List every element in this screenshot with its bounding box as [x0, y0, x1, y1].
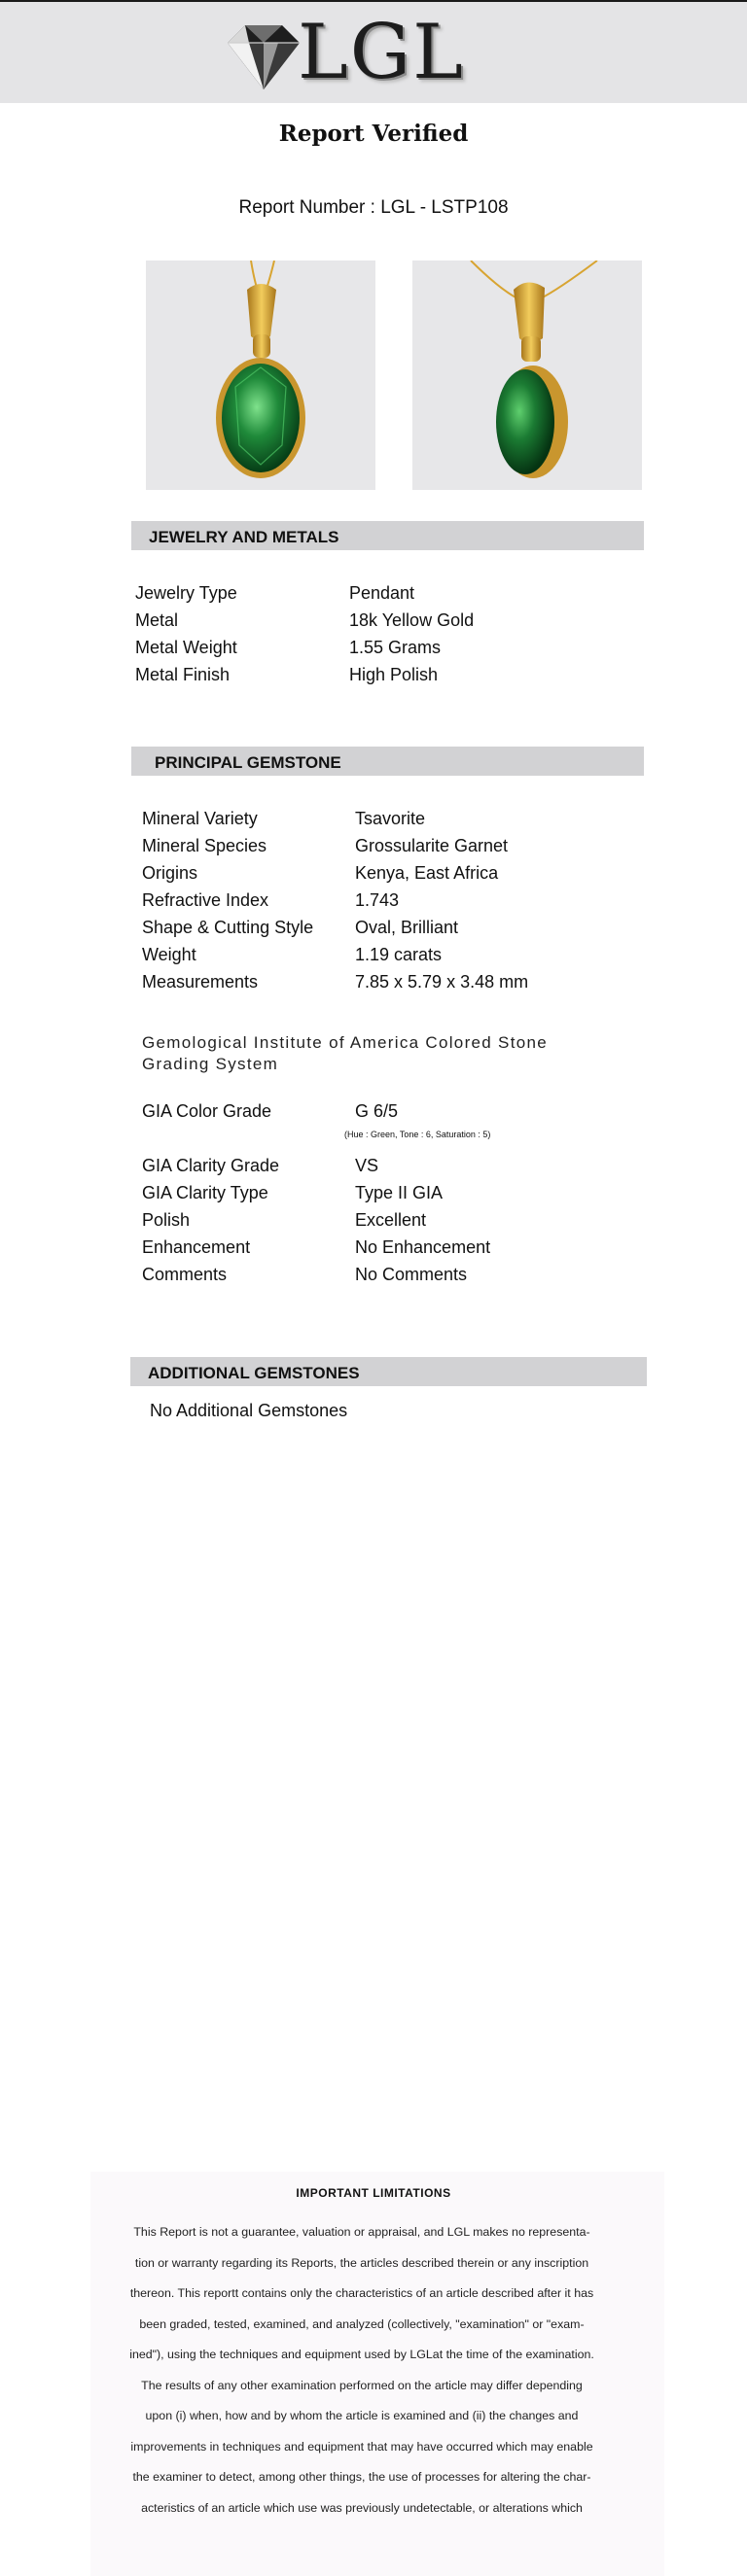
color-grade-value: G 6/5	[355, 1101, 399, 1121]
limitations-line: been graded, tested, examined, and analyzed (collectively, "examination" or "exam-	[139, 2316, 585, 2331]
limitations-line: tion or warranty regarding its Reports, the articles described therein or any inscription	[134, 2255, 589, 2270]
grade-value: Type II GIA	[355, 1183, 444, 1202]
grade-value: No Comments	[355, 1265, 468, 1284]
grade-value: No Enhancement	[355, 1237, 491, 1257]
report-number: Report Number : LGL - LSTP108	[238, 197, 509, 218]
jewelry-section-header	[131, 521, 644, 550]
jewelry-label: Metal Finish	[135, 665, 231, 684]
jewelry-value: 18k Yellow Gold	[349, 610, 475, 630]
jewelry-value: Pendant	[349, 583, 415, 603]
no-additional-gemstones: No Additional Gemstones	[150, 1401, 348, 1420]
header-banner	[0, 0, 747, 103]
gemstone-label: Mineral Species	[142, 836, 267, 855]
gemstone-value: Kenya, East Africa	[355, 863, 499, 883]
jewelry-value: High Polish	[349, 665, 439, 684]
grade-label: Polish	[142, 1210, 191, 1230]
jewelry-value: 1.55 Grams	[349, 638, 442, 657]
jewelry-label: Metal Weight	[135, 638, 237, 657]
gemstone-label: Measurements	[142, 972, 259, 992]
gemstone-label: Refractive Index	[142, 890, 269, 910]
jewelry-heading: JEWELRY AND METALS	[149, 528, 339, 546]
gia-system-note: Gemological Institute of America Colored Stone Grading System	[142, 1033, 548, 1073]
grade-label: Enhancement	[142, 1237, 251, 1257]
gemstone-value: Grossularite Garnet	[355, 836, 509, 855]
gemstone-value: Tsavorite	[355, 809, 426, 828]
gemstone-heading: PRINCIPAL GEMSTONE	[155, 753, 341, 772]
jewelry-label: Metal	[135, 610, 179, 630]
grade-value: VS	[355, 1156, 379, 1175]
limitations-line: thereon. This reportt contains only the characteristics of an article described after it has	[129, 2286, 594, 2300]
color-grade-detail: (Hue : Green, Tone : 6, Saturation : 5)	[344, 1130, 491, 1139]
grade-label: GIA Clarity Type	[142, 1183, 268, 1202]
diamond-logo-icon	[226, 21, 302, 91]
gemstone-label: Origins	[142, 863, 198, 883]
limitations-text	[101, 2217, 622, 2524]
jewelry-label: Jewelry Type	[135, 583, 237, 603]
gemstone-label: Mineral Variety	[142, 809, 258, 828]
lgl-logo	[226, 9, 479, 96]
gemstone-value: 1.743	[355, 890, 400, 910]
limitations-line: improvements in techniques and equipment that may have occurred which may enable	[130, 2439, 593, 2454]
limitations-line: The results of any other examination performed on the article may differ depending	[141, 2378, 583, 2392]
gemstone-section-header	[131, 747, 644, 776]
grade-value: Excellent	[355, 1210, 427, 1230]
additional-section-header	[130, 1357, 647, 1386]
limitations-line: the examiner to detect, among other things, the use of processes for altering the char-	[132, 2470, 591, 2484]
pendant-side-photo	[412, 261, 642, 490]
grade-label: Comments	[142, 1265, 228, 1284]
limitations-title: IMPORTANT LIMITATIONS	[296, 2186, 451, 2200]
gemstone-label: Weight	[142, 945, 196, 964]
gemstone-value: 1.19 carats	[355, 945, 443, 964]
additional-heading: ADDITIONAL GEMSTONES	[148, 1364, 360, 1382]
gemstone-label: Shape & Cutting Style	[142, 918, 314, 937]
pendant-front-photo	[146, 261, 375, 490]
limitations-line: upon (i) when, how and by whom the article is examined and (ii) the changes and	[145, 2409, 579, 2422]
page-title: Report Verified	[278, 121, 469, 147]
color-grade-label: GIA Color Grade	[142, 1101, 272, 1121]
limitations-line: This Report is not a guarantee, valuation or appraisal, and LGL makes no representa-	[133, 2225, 590, 2239]
limitations-line: ined"), using the techniques and equipment used by LGLat the time of the examination.	[129, 2348, 594, 2361]
grade-label: GIA Clarity Grade	[142, 1156, 280, 1175]
limitations-line: acteristics of an article which use was previously undetectable, or alterations which	[141, 2500, 583, 2515]
logo-text: LGL	[298, 9, 465, 96]
gemstone-value: Oval, Brilliant	[355, 918, 459, 937]
gemstone-value: 7.85 x 5.79 x 3.48 mm	[355, 972, 529, 992]
